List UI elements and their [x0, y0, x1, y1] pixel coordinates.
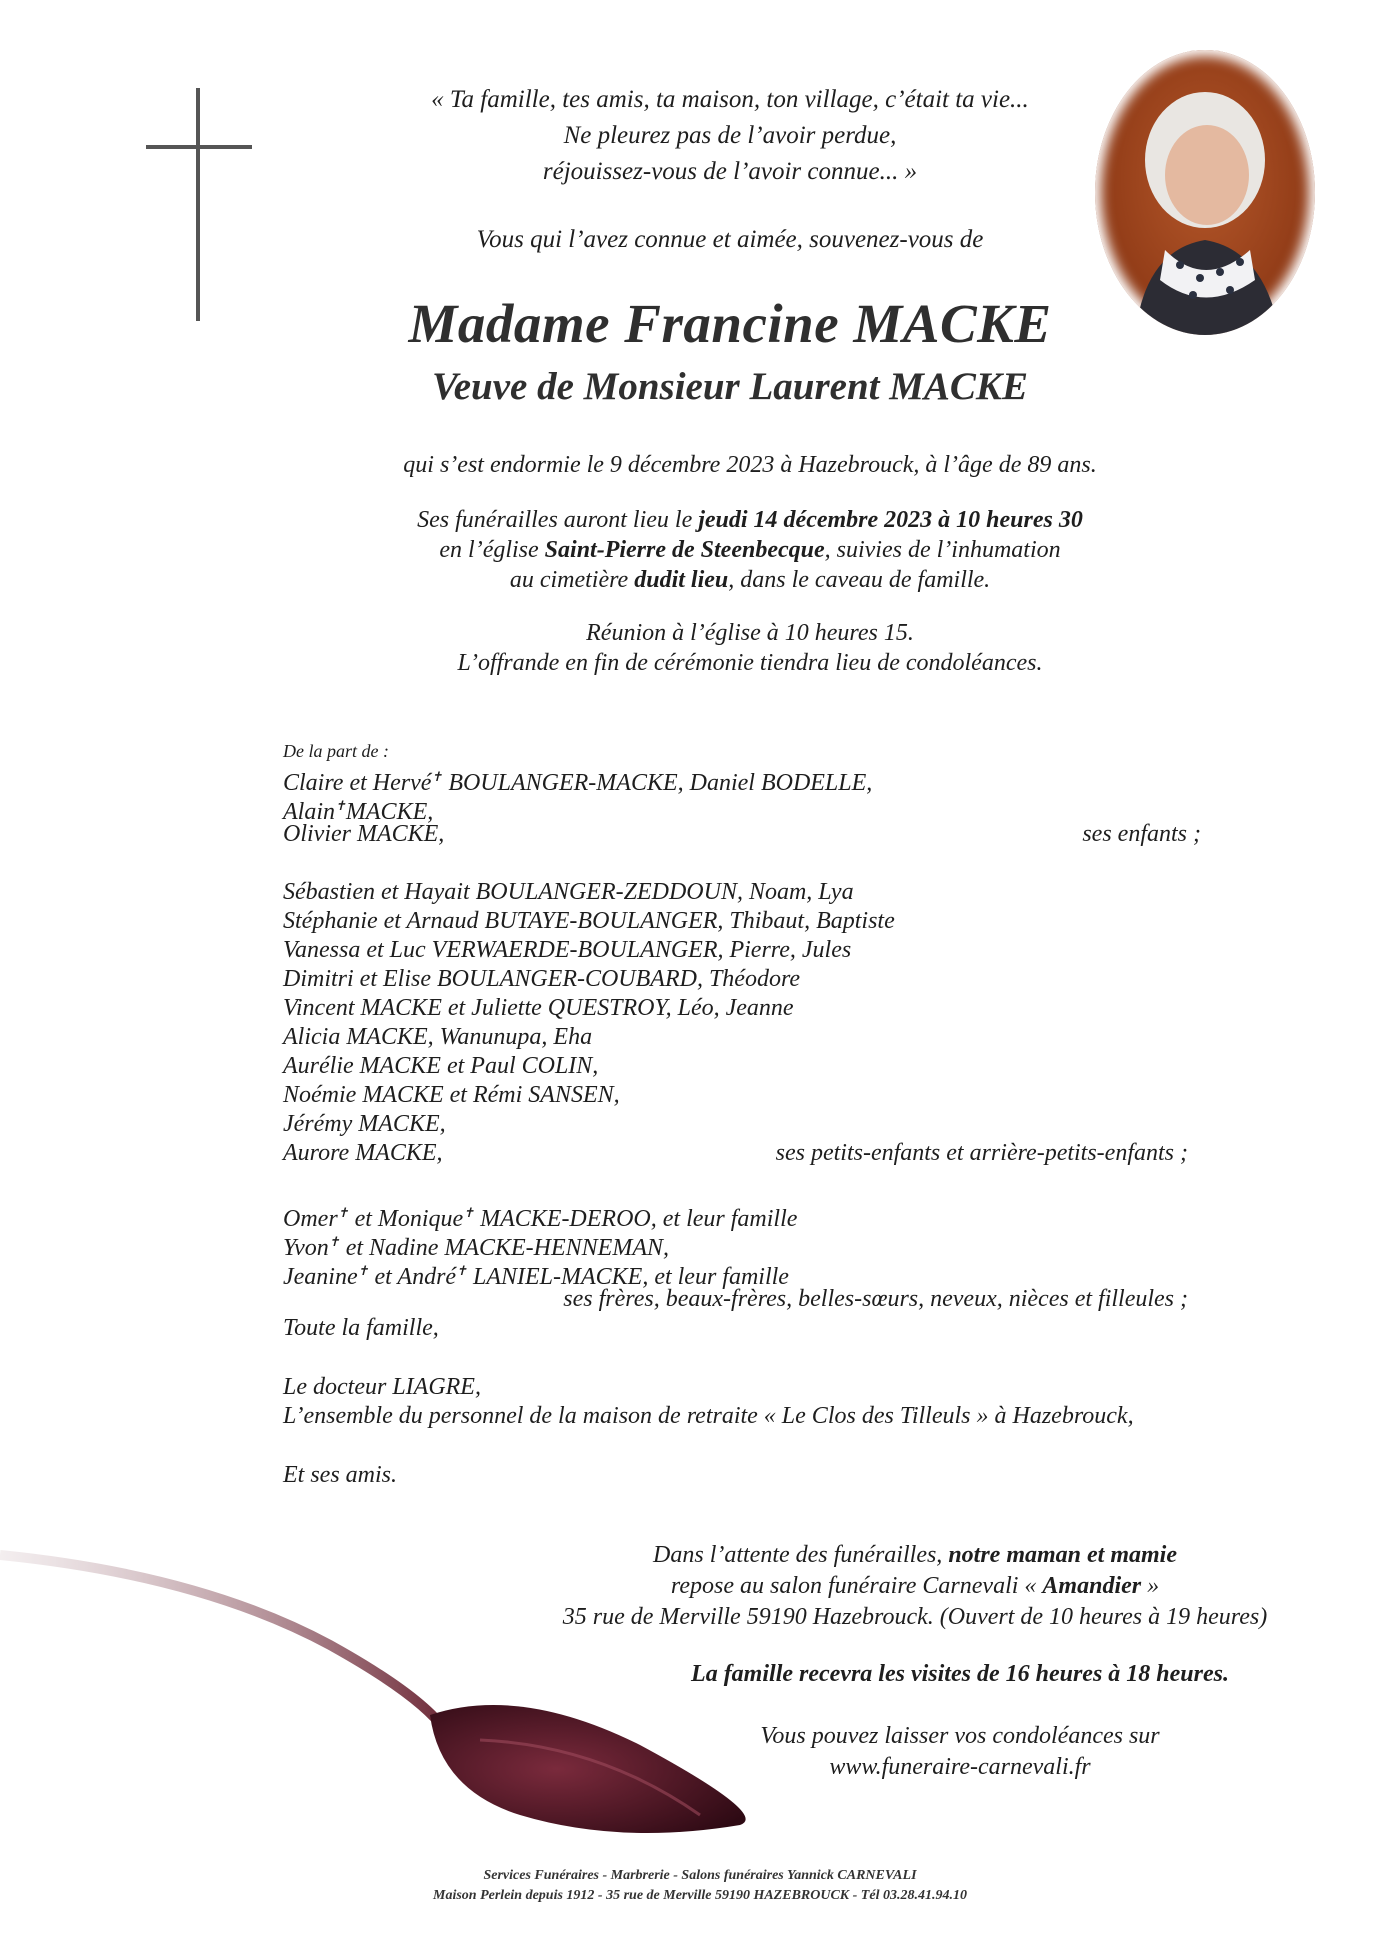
list-item: Alicia MACKE, Wanunupa, Eha	[283, 1024, 593, 1050]
death-line: qui s’est endormie le 9 décembre 2023 à Hazebrouck, à l’âge de 89 ans.	[403, 452, 1097, 478]
quote: « Ta famille, tes amis, ta maison, ton village, c’était ta vie... Ne pleurez pas de l’avoir perdue, réjouissez-vous de l’avoir connue... »	[431, 86, 1029, 185]
cross-horizontal	[146, 145, 252, 149]
condolences: Vous pouvez laisser vos condoléances sur www.funeraire-carnevali.fr	[700, 1721, 1220, 1783]
funeral-details: Ses funérailles auront lieu le jeudi 14 décembre 2023 à 10 heures 30 en l’église Saint-Pierre de Steenbecque, suivies de l’inhumation au cimetière dudit lieu, dans le caveau de famille.	[417, 507, 1083, 593]
visits-line: La famille recevra les visites de 16 heures à 18 heures.	[691, 1661, 1229, 1687]
list-item: Aurélie MACKE et Paul COLIN,	[283, 1053, 599, 1079]
staff: L’ensemble du personnel de la maison de retraite « Le Clos des Tilleuls » à Hazebrouck,	[283, 1403, 1134, 1429]
siblings-label: ses frères, beaux-frères, belles-sœurs, neveux, nièces et filleules ;	[563, 1286, 1188, 1312]
list-item: Stéphanie et Arnaud BUTAYE-BOULANGER, Thibaut, Baptiste	[283, 908, 895, 934]
portrait-photo	[1095, 50, 1315, 335]
list-item: Noémie MACKE et Rémi SANSEN,	[283, 1082, 620, 1108]
meeting-details: Réunion à l’église à 10 heures 15. L’offrande en fin de cérémonie tiendra lieu de condoléances.	[457, 620, 1043, 676]
friends: Et ses amis.	[283, 1462, 397, 1488]
children-label: ses enfants ;	[1082, 821, 1201, 847]
footer: Services Funéraires - Marbrerie - Salons funéraires Yannick CARNEVALI Maison Perlein depuis 1912 - 35 rue de Merville 59190 HAZEBROUCK - Tél 03.28.41.94.10	[433, 1868, 967, 1903]
widow-line: Veuve de Monsieur Laurent MACKE	[432, 365, 1028, 408]
doctor: Le docteur LIAGRE,	[283, 1374, 481, 1400]
cross-vertical	[196, 88, 200, 321]
list-item: Vincent MACKE et Juliette QUESTROY, Léo, Jeanne	[283, 995, 794, 1021]
list-item: Jérémy MACKE,	[283, 1111, 446, 1137]
from-label: De la part de :	[283, 741, 389, 761]
deposit-info: Dans l’attente des funérailles, notre maman et mamie repose au salon funéraire Carnevali « Amandier » 35 rue de Merville 59190 Hazebrouck. (Ouvert de 10 heures à 19 heures)	[562, 1542, 1268, 1630]
all-family: Toute la famille,	[283, 1315, 439, 1341]
deceased-name: Madame Francine MACKE	[408, 293, 1052, 354]
grandchildren-label: ses petits-enfants et arrière-petits-enfants ;	[775, 1140, 1188, 1166]
portrait-illustration	[1095, 50, 1315, 335]
website-link[interactable]: www.funeraire-carnevali.fr	[829, 1754, 1091, 1780]
family-block: De la part de : Claire et Hervé✝ BOULANGER-MACKE, Daniel BODELLE, Alain✝MACKE, Olivier MACKE, ses enfants ; Sébastien et Hayait BOULANGER-ZEDDOUN, Noam, Lya Stéphanie et Arnaud BUTAYE-BOULANGER, Thibaut, Baptiste Vanessa et Luc VERWAERDE-BOULANGER, Pierre, Jules Dimitri et Elise BOULANGER-COUBARD, Théodore Vincent MACKE et Juliette QUESTROY, Léo, Jeanne Alicia MACKE, Wanunupa, Eha Aurélie MACKE et Paul COLIN, Noémie MACKE et Rémi SANSEN, Jérémy MACKE, Aurore MACKE, ses petits-enfants et arrière-petits-enfants ; Omer✝ et Monique✝ MACKE-DEROO, et leur famille Yvon✝ et Nadine MACKE-HENNEMAN, Jeanine✝ et André✝ LANIEL-MACKE, et leur famille ses frères, beaux-frères, belles-sœurs, neveux, nièces et filleules ; Toute la famille, Le docteur LIAGRE, L’ensemble du personnel de la maison de retraite « Le Clos des Tilleuls » à Hazebrouck, Et ses amis.	[283, 740, 1213, 1490]
list-item: Sébastien et Hayait BOULANGER-ZEDDOUN, Noam, Lya	[283, 879, 854, 905]
list-item: Dimitri et Elise BOULANGER-COUBARD, Théodore	[283, 966, 801, 992]
intro-line: Vous qui l’avez connue et aimée, souvenez-vous de	[476, 226, 984, 253]
list-item: Vanessa et Luc VERWAERDE-BOULANGER, Pierre, Jules	[283, 937, 852, 963]
